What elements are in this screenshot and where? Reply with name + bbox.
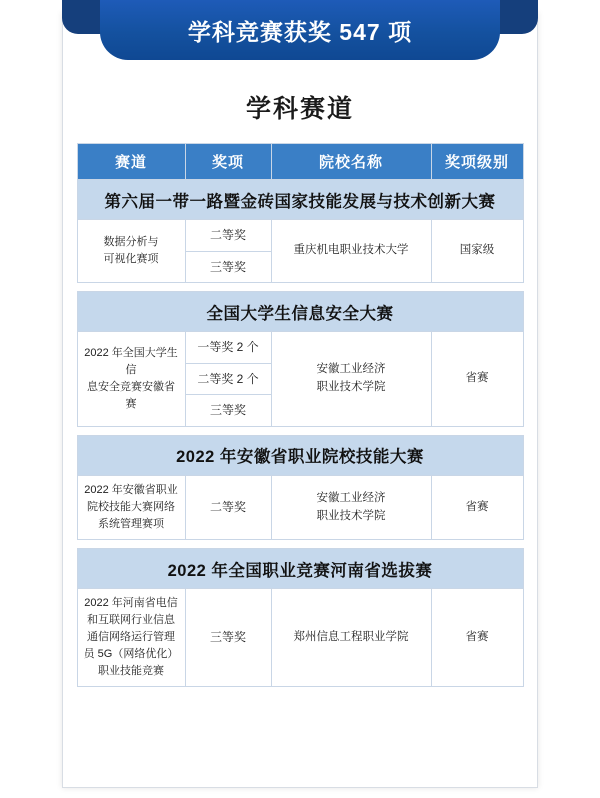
content-card: [62, 12, 538, 788]
group-header-row: [77, 292, 523, 332]
table-header-row: [77, 144, 523, 180]
table-row: [77, 589, 523, 687]
cell-level: 省赛: [431, 475, 523, 539]
cell-award: 三等奖: [185, 251, 271, 283]
cell-level: 省赛: [431, 332, 523, 427]
column-header-level: 奖项级别: [431, 144, 523, 180]
cell-award: 三等奖: [185, 395, 271, 427]
table-spacer-row: [77, 540, 523, 549]
cell-level: 省赛: [431, 589, 523, 687]
competition-table: [77, 143, 524, 687]
cell-award: 二等奖 2 个: [185, 363, 271, 395]
table-spacer-row: [77, 426, 523, 435]
group-title: 第六届一带一路暨金砖国家技能发展与技术创新大赛: [77, 180, 523, 220]
cell-award: 一等奖 2 个: [185, 332, 271, 364]
cell-school: 郑州信息工程职业学院: [271, 589, 431, 687]
cell-school: 安徽工业经济 职业技术学院: [271, 332, 431, 427]
cell-award: 二等奖: [185, 475, 271, 539]
group-header-row: [77, 549, 523, 589]
table-spacer-row: [77, 283, 523, 292]
table-row: [77, 220, 523, 252]
group-title: 2022 年安徽省职业院校技能大赛: [77, 435, 523, 475]
cell-track: 2022 年河南省电信 和互联网行业信息 通信网络运行管理 员 5G（网络优化） 职业技能竞赛: [77, 589, 185, 687]
group-header-row: [77, 180, 523, 220]
table-body: [77, 180, 523, 687]
table-spacer-cell: [77, 540, 523, 549]
column-header-award: 奖项: [185, 144, 271, 180]
banner-title: 学科竞赛获奖 547 项: [187, 18, 413, 45]
column-header-track: 赛道: [77, 144, 185, 180]
cell-award: 二等奖: [185, 220, 271, 252]
cell-track: 2022 年全国大学生信 息安全竞赛安徽省赛: [77, 332, 185, 427]
table-row: [77, 475, 523, 539]
table-row: [77, 332, 523, 364]
group-title: 全国大学生信息安全大赛: [77, 292, 523, 332]
header-banner: [0, 0, 600, 66]
cell-level: 国家级: [431, 220, 523, 283]
page-title: 学科赛道: [245, 95, 354, 123]
table-header: [77, 144, 523, 180]
group-header-row: [77, 435, 523, 475]
group-title: 2022 年全国职业竞赛河南省选拔赛: [77, 549, 523, 589]
table-spacer-cell: [77, 426, 523, 435]
column-header-school: 院校名称: [271, 144, 431, 180]
table-spacer-cell: [77, 283, 523, 292]
cell-award: 三等奖: [185, 589, 271, 687]
cell-school: 重庆机电职业技术大学: [271, 220, 431, 283]
banner-plate: [100, 0, 500, 60]
cell-school: 安徽工业经济 职业技术学院: [271, 475, 431, 539]
cell-track: 2022 年安徽省职业 院校技能大赛网络 系统管理赛项: [77, 475, 185, 539]
cell-track: 数据分析与 可视化赛项: [77, 220, 185, 283]
